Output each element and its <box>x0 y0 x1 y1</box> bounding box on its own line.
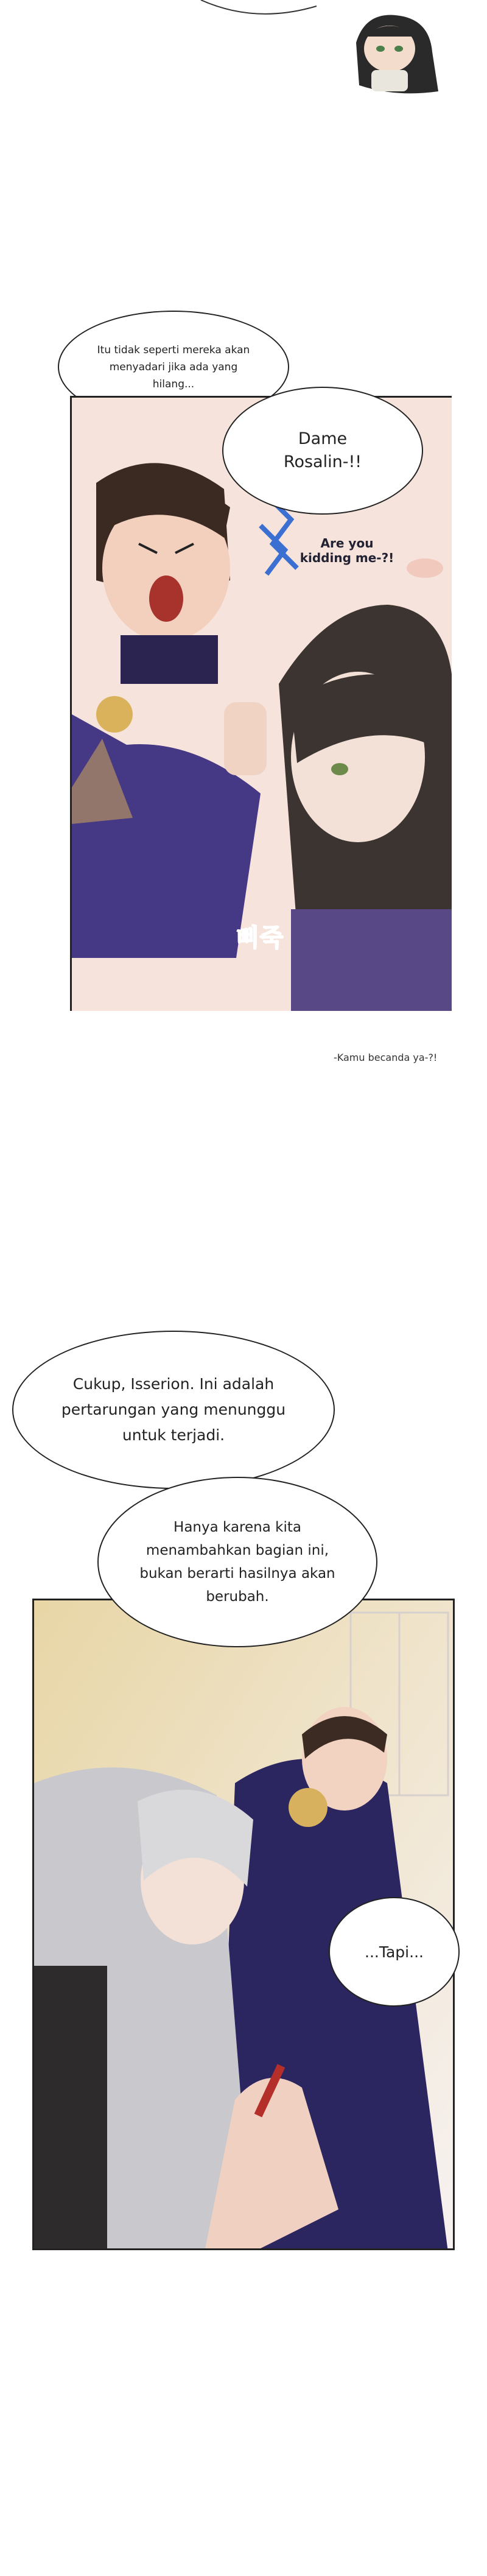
chibi-character <box>356 15 438 94</box>
speech-bubble-6 <box>329 1897 460 2007</box>
sfx-text-1: 삐죽 <box>236 924 284 952</box>
girl-character <box>279 605 452 1011</box>
speech-bubble-1-text: Itu tidak seperti mereka akan menyadari jika ada yang hilang... <box>97 343 250 390</box>
speech-bubble-5-text: Hanya karena kita menambahkan bagian ini, bukan berarti hasilnya akan berubah. <box>139 1519 335 1605</box>
speech-bubble-4 <box>12 1331 335 1489</box>
speech-bubble-5 <box>97 1477 377 1647</box>
speech-bubble-6-text: ...Tapi... <box>365 1943 424 1961</box>
speech-bubble-2-text: Dame Rosalin-!! <box>283 429 362 471</box>
caption-1 <box>334 1052 437 1063</box>
shout-text-3-content: Are you kidding me-?! <box>300 536 394 565</box>
speech-bubble-2 <box>222 387 423 515</box>
shout-text-3 <box>295 536 399 565</box>
speech-bubble-4-text: Cukup, Isserion. Ini adalah pertarungan yang menunggu untuk terjadi. <box>61 1375 286 1444</box>
top-chibi-illustration <box>0 0 487 122</box>
caption-1-text: -Kamu becanda ya-?! <box>334 1052 438 1063</box>
